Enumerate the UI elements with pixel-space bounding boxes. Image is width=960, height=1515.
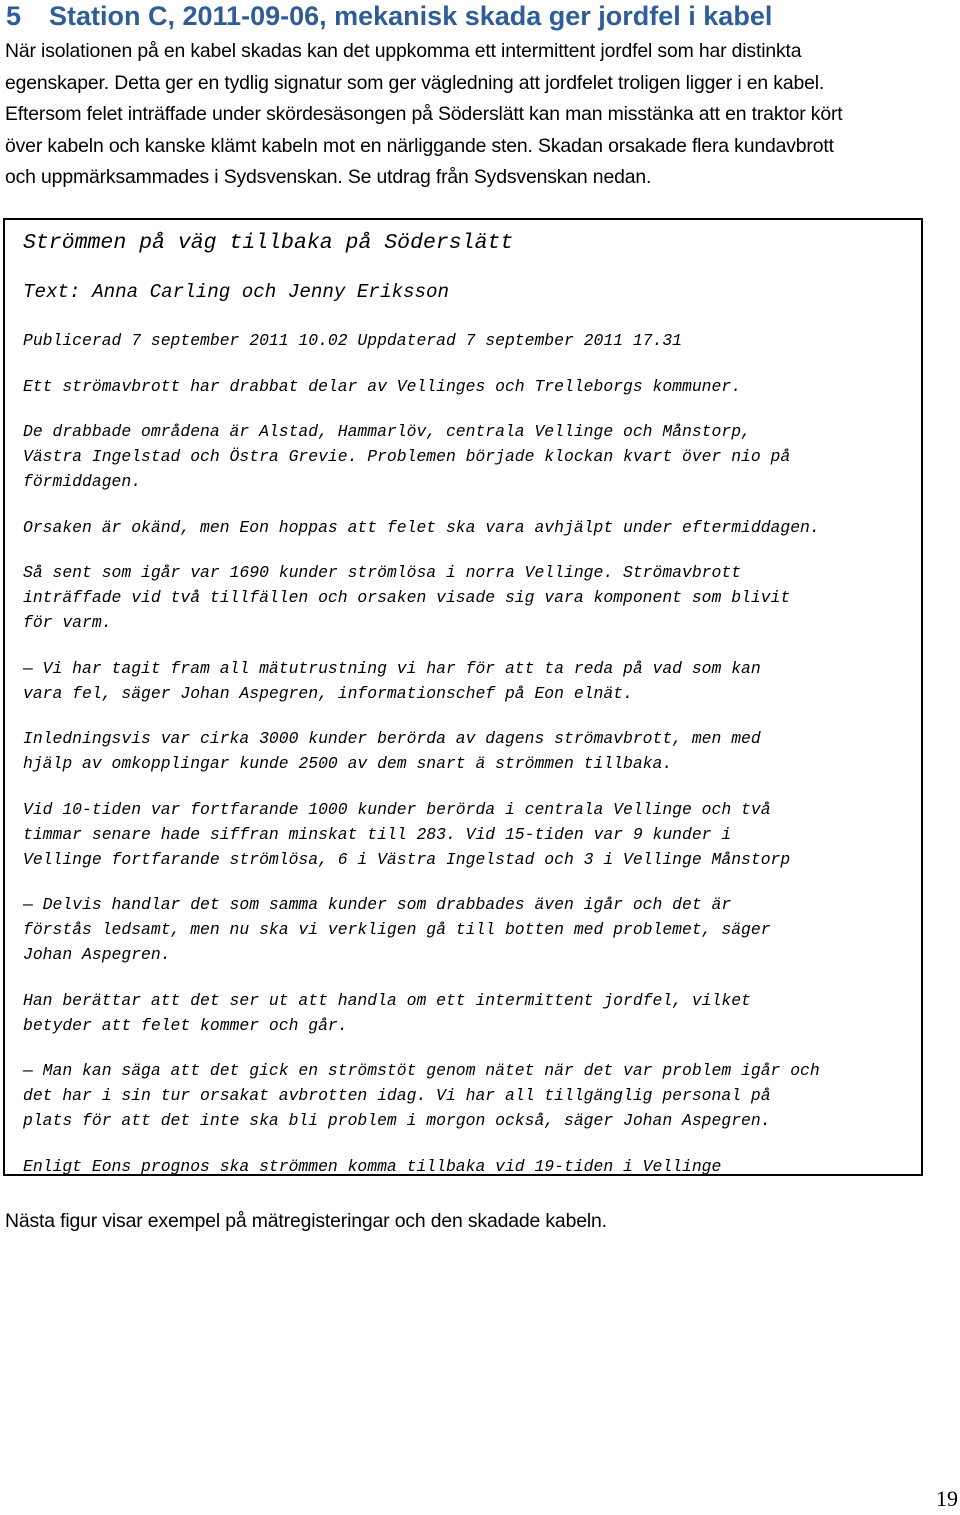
article-line: Publicerad 7 september 2011 10.02 Uppdaterad 7 september 2011 17.31 — [23, 331, 683, 350]
article-line: Vid 10-tiden var fortfarande 1000 kunder berörda i centrala Vellinge och två — [23, 799, 771, 819]
intro-line: När isolationen på en kabel skadas kan det uppkomma ett intermittent jordfel som har distinkta — [5, 40, 802, 62]
article-paragraph — [23, 797, 820, 872]
article-line: Johan Aspegren. — [23, 945, 171, 964]
article-paragraph — [23, 656, 820, 706]
article-line: för varm. — [23, 613, 112, 632]
article-line: inträffade vid två tillfällen och orsaken visade sig vara komponent som blivit — [23, 588, 791, 607]
article-paragraph — [23, 560, 820, 635]
closing-text: Nästa figur visar exempel på mätregisteringar och den skadade kabeln. — [5, 1210, 607, 1232]
article-line: Västra Ingelstad och Östra Grevie. Problemen började klockan kvart över nio på — [23, 447, 791, 466]
article-line: Så sent som igår var 1690 kunder strömlösa i norra Vellinge. Strömavbrott — [23, 563, 742, 582]
article-line: De drabbade områdena är Alstad, Hammarlöv, centrala Vellinge och Månstorp, — [23, 422, 751, 441]
section-number: 5 — [6, 1, 22, 31]
article-paragraph — [23, 1058, 820, 1133]
article-paragraph — [23, 726, 820, 776]
section-title: Station C, 2011-09-06, mekanisk skada ger jordfel i kabel — [49, 1, 773, 31]
article-line: Vellinge fortfarande strömlösa, 6 i Västra Ingelstad och 3 i Vellinge Månstorp — [23, 849, 791, 869]
article-paragraph — [23, 515, 820, 540]
article-line: betyder att felet kommer och går. — [23, 1015, 348, 1035]
page-number: 19 — [936, 1486, 958, 1511]
article-paragraph — [23, 374, 820, 399]
article-paragraph — [23, 988, 820, 1038]
intro-line: Eftersom felet inträffade under skördesäsongen på Söderslätt kan man misstänka att en traktor kört — [5, 103, 843, 125]
article-line: — Vi har tagit fram all mätutrustning vi har för att ta reda på vad som kan — [23, 658, 761, 678]
article-line: hjälp av omkopplingar kunde 2500 av dem snart ä strömmen tillbaka. — [23, 754, 673, 773]
article-line: timmar senare hade siffran minskat till 283. Vid 15-tiden var 9 kunder i — [23, 824, 732, 844]
intro-line: och uppmärksammades i Sydsvenskan. Se utdrag från Sydsvenskan nedan. — [5, 166, 652, 188]
intro-paragraph — [5, 36, 953, 194]
intro-line: egenskaper. Detta ger en tydlig signatur som ger vägledning att jordfelet troligen ligger i en kabel. — [5, 71, 825, 94]
article-body — [23, 328, 820, 1176]
article-paragraph — [23, 1154, 820, 1177]
article-line: Orsaken är okänd, men Eon hoppas att felet ska vara avhjälpt under eftermiddagen. — [23, 517, 820, 537]
article-line: förmiddagen. — [23, 472, 142, 491]
article-paragraph — [23, 419, 820, 494]
article-line: Ett strömavbrott har drabbat delar av Vellinges och Trelleborgs kommuner. — [23, 376, 742, 396]
article-paragraph — [23, 328, 820, 353]
article-paragraph — [23, 892, 820, 967]
article-line: — Man kan säga att det gick en strömstöt genom nätet när det var problem igår och — [23, 1061, 820, 1080]
article-line: det har i sin tur orsakat avbrotten idag. Vi har all tillgänglig personal på — [23, 1086, 771, 1105]
article-line: Inledningsvis var cirka 3000 kunder berörda av dagens strömavbrott, men med — [23, 729, 761, 748]
article-line: Han berättar att det ser ut att handla om ett intermittent jordfel, vilket — [23, 990, 751, 1010]
section-heading — [6, 0, 772, 32]
article-title: Strömmen på väg tillbaka på Söderslätt — [23, 231, 514, 255]
article-author: Text: Anna Carling och Jenny Eriksson — [23, 281, 450, 303]
article-line: förstås ledsamt, men nu ska vi verkligen gå till botten med problemet, säger — [23, 920, 771, 939]
intro-line: över kabeln och kanske klämt kabeln mot en närliggande sten. Skadan orsakade flera kundavbrott — [5, 134, 834, 157]
article-line: Enligt Eons prognos ska strömmen komma tillbaka vid 19-tiden i Vellinge — [23, 1156, 722, 1176]
article-line: vara fel, säger Johan Aspegren, informationschef på Eon elnät. — [23, 683, 633, 703]
article-line: — Delvis handlar det som samma kunder som drabbades även igår och det är — [23, 895, 732, 914]
newspaper-excerpt-box — [3, 218, 923, 1176]
article-line: plats för att det inte ska bli problem i morgon också, säger Johan Aspegren. — [23, 1111, 771, 1130]
